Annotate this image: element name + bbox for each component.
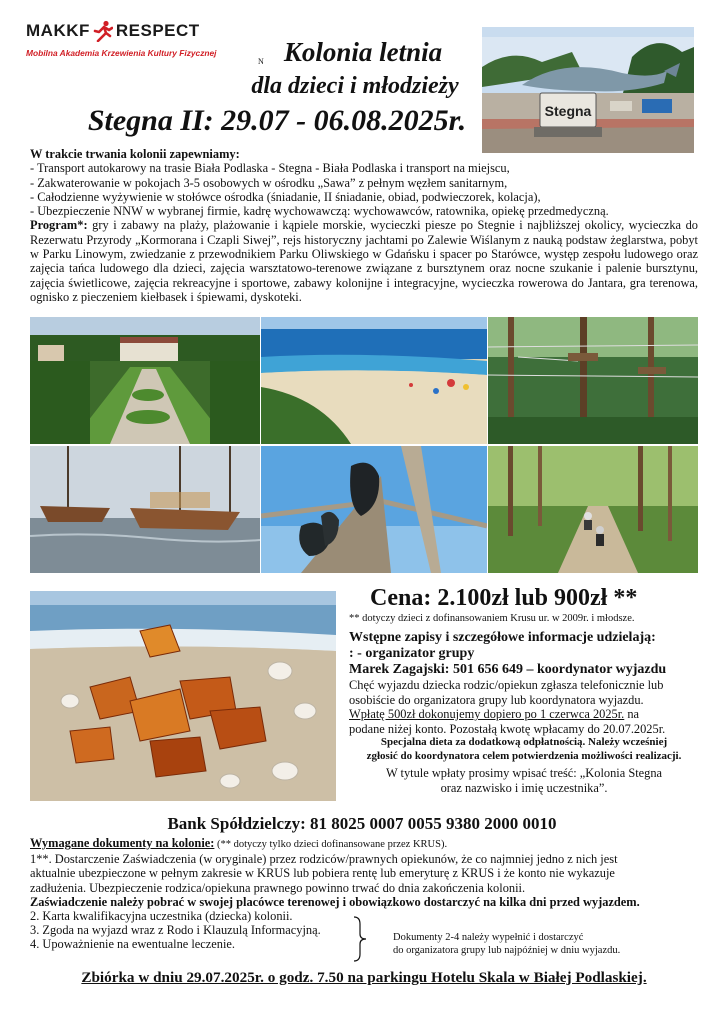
bank-account: Bank Spółdzielczy: 81 8025 0007 0055 9380 2000 0010 [167, 814, 557, 833]
contact-line-2: osobiście do organizatora grupy lub koordynatora wyjazdu. [349, 692, 644, 707]
brace-note-line-1: Dokumenty 2-4 należy wypełnić i dostarczyć [393, 932, 584, 943]
photo-oliwa-park [30, 317, 260, 444]
sign-text: Stegna [544, 103, 592, 119]
price-note: ** dotyczy dzieci z dofinansowaniem Krusu ur. w 2009r. i młodsze. [349, 613, 635, 624]
stray-mark: N [258, 57, 264, 66]
price-main: Cena: 2.100zł lub 900zł ** [370, 585, 638, 611]
document-1-line-1: 1**. Dostarczenie Zaświadczenia (w oryginale) przez rodziców/prawnych opiekunów, że co najmniej jedno z nich jest [30, 852, 618, 867]
brace-note-line-2: do organizatora grupy lub najpóźniej w dniu wyjazdu. [393, 945, 621, 957]
info-heading: W trakcie trwania kolonii zapewniamy: [30, 147, 240, 161]
photo-cormorants [261, 446, 487, 573]
contact-organizer: : - organizator grupy [349, 646, 475, 661]
photo-amber [30, 591, 336, 801]
document-4: 4. Upoważnienie na ewentualne leczenie. [30, 937, 236, 952]
document-2: 2. Karta kwalifikacyjna uczestnika (dziecka) kolonii. [30, 909, 293, 924]
transfer-line-1: W tytule wpłaty prosimy wpisać treść: „Kolonia Stegna [385, 766, 663, 781]
payment-rest: na [624, 707, 640, 722]
photo-stegna-sign [482, 27, 694, 153]
documents-heading-note: (** dotyczy tylko dzieci dofinansowane przez KRUS). [214, 839, 448, 850]
payment-line-2: podane niżej konto. Pozostałą kwotę wpłacamy do 20.07.2025r. [349, 721, 666, 736]
info-item-accommodation: - Zakwaterowanie w pokojach 3-5 osobowych w ośrodku „Sawa” z pełnym węzłem sanitarnym, [30, 175, 508, 190]
documents-heading-line [30, 836, 698, 852]
program-label: Program*: [30, 218, 88, 233]
documents-heading: Wymagane dokumenty na kolonie: [30, 836, 215, 850]
documents-bold-note: Zaświadczenie należy pobrać w swojej placówce terenowej i obowiązkowo dostarczyć na kilka dni przed wyjazdem. [30, 894, 640, 909]
info-item-transport: - Transport autokarowy na trasie Biała Podlaska - Stegna - Biała Podlaska i transport na miejscu, [30, 161, 510, 176]
runner-icon [93, 20, 113, 42]
program-paragraph [30, 218, 698, 304]
payment-underlined: Wpłatę 500zł dokonujemy dopiero po 1 czerwca 2025r. [349, 707, 625, 722]
contact-heading: Wstępne zapisy i szczegółowe informacje udzielają: [349, 630, 656, 645]
brace-note [393, 931, 620, 958]
title-dates: Stegna II: 29.07 - 06.08.2025r. [87, 104, 467, 137]
photo-beach [261, 317, 487, 444]
title-line-1: Kolonia letnia [283, 37, 443, 67]
contact-section [349, 630, 699, 796]
payment-line-1 [349, 707, 699, 722]
diet-line-2: zgłosić do koordynatora celem potwierdzenia możliwości realizacji. [366, 749, 682, 762]
logo-brand-right: RESPECT [115, 21, 200, 40]
photo-sailing-boats [30, 446, 260, 573]
logo-brand-left: MAKKF [26, 21, 90, 40]
logo [26, 20, 236, 66]
title-line-2: dla dzieci i młodzieży [251, 73, 459, 99]
photo-rope-park [488, 317, 698, 444]
logo-subtitle: Mobilna Akademia Krzewienia Kultury Fizycznej [26, 48, 217, 58]
contact-line-1: Chęć wyjazdu dziecka rodzic/opiekun zgłasza telefonicznie lub [349, 678, 664, 692]
program-text: gry i zabawy na plaży, plażowanie i kąpiele morskie, wycieczki piesze po Stegnie i najbliższej okolicy, wycieczka do Rezerwatu Przyrody „Kormorana i Czapli Siwej”, rejs historyczny jachtami po Zalewie Wiślanym z nauką podstaw żeglarstwa, pobyt w Parku Linowym, zwiedzanie z przewodnikiem Parku Oliwskiego w Gdańsku i spacer po Starówce, występ zespołu ludowego oraz zajęcia tańca ludowego dla dzieci, zajęcia warsztatowo-terenowe związane z bursztynem oraz nocne szukanie i palenie bursztynu, zajęcia świetlicowe, zajęcia rekreacyjne i sportowe, zabawy kolonijne i integracyjne, wycieczka rowerowa do Jantara, gra terenowa, ognisko z pieczeniem kiełbasek i śpiewami, dyskoteki. [30, 218, 698, 304]
document-1-line-2: aktualnie ubezpieczone w pełnym zakresie w KRUS lub pobiera rentę lub emeryturę z KRUS i że konto nie wykazuje [30, 866, 615, 881]
photo-bike-trail [488, 446, 698, 573]
meeting-info: Zbiórka w dniu 29.07.2025r. o godz. 7.50 na parkingu Hotelu Skala w Białej Podlaskiej. [81, 969, 647, 986]
diet-line-1: Specjalna dieta za dodatkową odpłatnością. Należy wcześniej [380, 736, 668, 749]
document-1-line-3: zadłużenia. Ubezpieczenie rodzica/opiekuna prawnego powinno trwać do dnia zakończenia kolonii. [30, 880, 526, 895]
info-item-insurance: - Ubezpieczenie NNW w wybranej firmie, kadrę wychowawczą: wychowawców, ratownika, opiekę przedmedyczną. [30, 204, 609, 219]
brace-icon [352, 916, 368, 962]
contact-coordinator: Marek Zagajski: 501 656 649 – koordynator wyjazdu [349, 662, 667, 677]
transfer-line-2: oraz nazwisko i imię uczestnika”. [440, 780, 608, 795]
logo-brand [26, 20, 236, 42]
document-3: 3. Zgoda na wyjazd wraz z Rodo i Klauzulą Informacyjną. [30, 923, 321, 938]
info-item-meals: - Całodzienne wyżywienie w stołówce ośrodka (śniadanie, II śniadanie, obiad, podwieczorek, kolacja), [30, 189, 541, 204]
info-section [30, 147, 698, 304]
